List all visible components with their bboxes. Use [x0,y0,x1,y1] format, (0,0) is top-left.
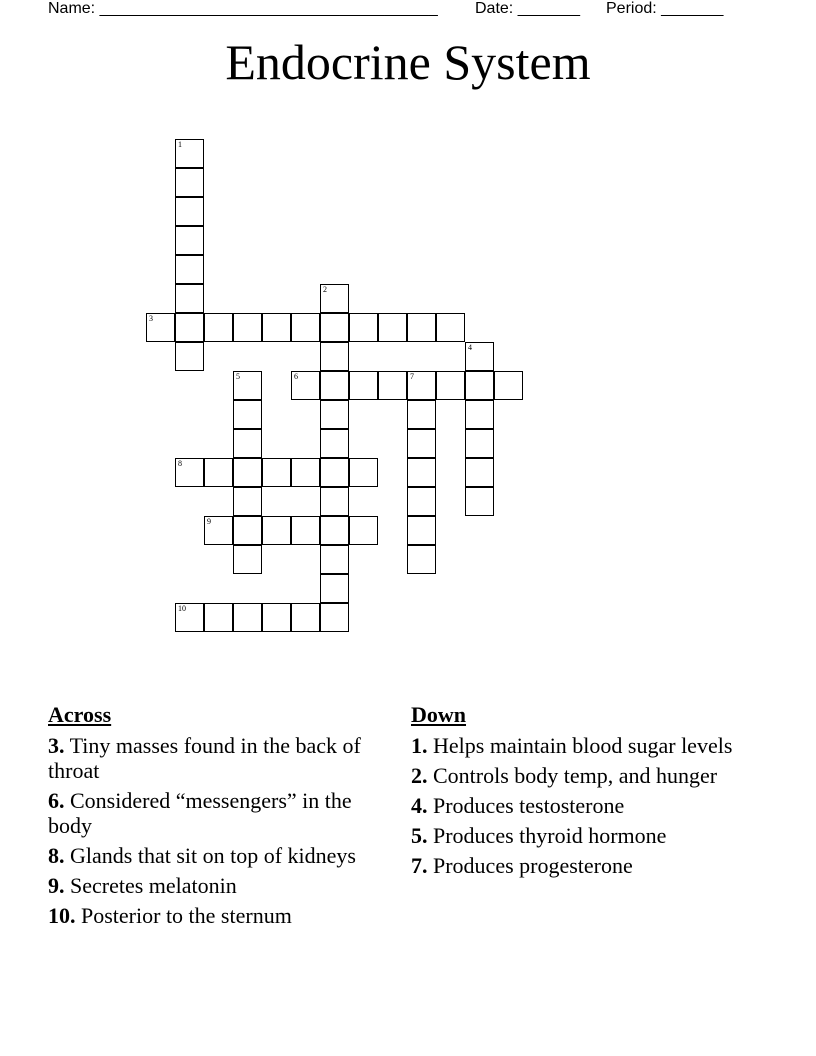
crossword-cell[interactable] [233,487,262,516]
clue-item [48,733,378,783]
crossword-cell[interactable] [175,313,204,342]
clue-text: Secretes melatonin [64,873,237,898]
crossword-cell[interactable] [175,458,204,487]
crossword-cell[interactable] [175,226,204,255]
date-field[interactable]: Date: _______ [475,0,580,17]
crossword-cell[interactable] [175,168,204,197]
clue-number-label: 1 [178,140,182,149]
down-heading: Down [411,702,467,727]
crossword-cell[interactable] [320,284,349,313]
crossword-cell[interactable] [407,545,436,574]
crossword-cell[interactable] [175,284,204,313]
crossword-cell[interactable] [233,429,262,458]
crossword-cell[interactable] [204,516,233,545]
crossword-cell[interactable] [175,255,204,284]
crossword-cell[interactable] [349,458,378,487]
crossword-cell[interactable] [407,371,436,400]
crossword-cell[interactable] [320,313,349,342]
clue-text: Controls body temp, and hunger [427,763,718,788]
crossword-cell[interactable] [407,429,436,458]
crossword-cell[interactable] [175,603,204,632]
clue-number-label: 9 [207,517,211,526]
crossword-cell[interactable] [175,342,204,371]
clue-text: Tiny masses found in the back of throat [48,733,361,783]
clue-number-label: 2 [323,285,327,294]
crossword-cell[interactable] [436,371,465,400]
clue-item [48,843,378,868]
crossword-cell[interactable] [233,400,262,429]
crossword-cell[interactable] [262,603,291,632]
crossword-cell[interactable] [407,458,436,487]
crossword-cell[interactable] [465,429,494,458]
crossword-cell[interactable] [465,400,494,429]
crossword-cell[interactable] [320,400,349,429]
clue-text: Helps maintain blood sugar levels [427,733,733,758]
clue-item [411,763,741,788]
crossword-cell[interactable] [465,342,494,371]
crossword-cell[interactable] [378,313,407,342]
crossword-cell[interactable] [320,603,349,632]
clue-number-label: 7 [410,372,414,381]
name-field[interactable]: Name: ______________________________________ [48,0,438,17]
clue-text: Produces progesterone [427,853,633,878]
crossword-cell[interactable] [146,313,175,342]
crossword-cell[interactable] [494,371,523,400]
crossword-cell[interactable] [407,400,436,429]
down-clues [411,702,741,883]
clue-item [411,823,741,848]
crossword-cell[interactable] [320,342,349,371]
clue-text: Produces thyroid hormone [427,823,667,848]
crossword-cell[interactable] [233,458,262,487]
crossword-cell[interactable] [291,371,320,400]
crossword-cell[interactable] [204,603,233,632]
crossword-cell[interactable] [378,371,407,400]
crossword-cell[interactable] [291,603,320,632]
clue-item [411,733,741,758]
across-heading: Across [48,702,112,727]
crossword-cell[interactable] [175,197,204,226]
page-title: Endocrine System [225,34,591,90]
clue-number: 10. [48,903,76,928]
crossword-cell[interactable] [320,458,349,487]
crossword-cell[interactable] [465,371,494,400]
clue-text: Posterior to the sternum [75,903,292,928]
crossword-cell[interactable] [320,545,349,574]
clue-number: 8. [48,843,65,868]
clue-number-label: 3 [149,314,153,323]
crossword-cell[interactable] [233,545,262,574]
crossword-cell[interactable] [320,487,349,516]
clue-item [48,788,378,838]
crossword-cell[interactable] [320,516,349,545]
crossword-cell[interactable] [291,458,320,487]
clue-number: 5. [411,823,428,848]
crossword-cell[interactable] [320,371,349,400]
crossword-cell[interactable] [407,516,436,545]
clue-item [411,853,741,878]
clue-number-label: 5 [236,372,240,381]
crossword-cell[interactable] [349,313,378,342]
crossword-cell[interactable] [204,458,233,487]
crossword-cell[interactable] [291,516,320,545]
crossword-cell[interactable] [349,371,378,400]
crossword-cell[interactable] [407,313,436,342]
clue-text: Glands that sit on top of kidneys [64,843,356,868]
crossword-cell[interactable] [407,487,436,516]
clue-item [48,873,378,898]
clue-text: Considered “messengers” in the body [48,788,352,838]
crossword-cell[interactable] [320,574,349,603]
crossword-cell[interactable] [233,313,262,342]
clue-item [411,793,741,818]
crossword-cell[interactable] [349,516,378,545]
clue-item [48,903,378,928]
clue-number: 6. [48,788,65,813]
clue-number-label: 8 [178,459,182,468]
clue-number-label: 4 [468,343,472,352]
crossword-cell[interactable] [233,371,262,400]
clue-number-label: 10 [178,604,186,613]
crossword-cell[interactable] [320,429,349,458]
clue-number: 1. [411,733,428,758]
crossword-cell[interactable] [465,458,494,487]
crossword-cell[interactable] [204,313,233,342]
crossword-cell[interactable] [175,139,204,168]
crossword-cell[interactable] [262,313,291,342]
crossword-cell[interactable] [465,487,494,516]
crossword-cell[interactable] [291,313,320,342]
across-clues [48,702,378,933]
clue-number-label: 6 [294,372,298,381]
crossword-cell[interactable] [436,313,465,342]
period-field[interactable]: Period: _______ [606,0,724,17]
clue-number: 4. [411,793,428,818]
clue-number: 9. [48,873,65,898]
clue-text: Produces testosterone [427,793,625,818]
crossword-cell[interactable] [262,458,291,487]
crossword-cell[interactable] [233,516,262,545]
crossword-cell[interactable] [233,603,262,632]
clue-number: 2. [411,763,428,788]
clue-number: 3. [48,733,65,758]
crossword-cell[interactable] [262,516,291,545]
clue-number: 7. [411,853,428,878]
